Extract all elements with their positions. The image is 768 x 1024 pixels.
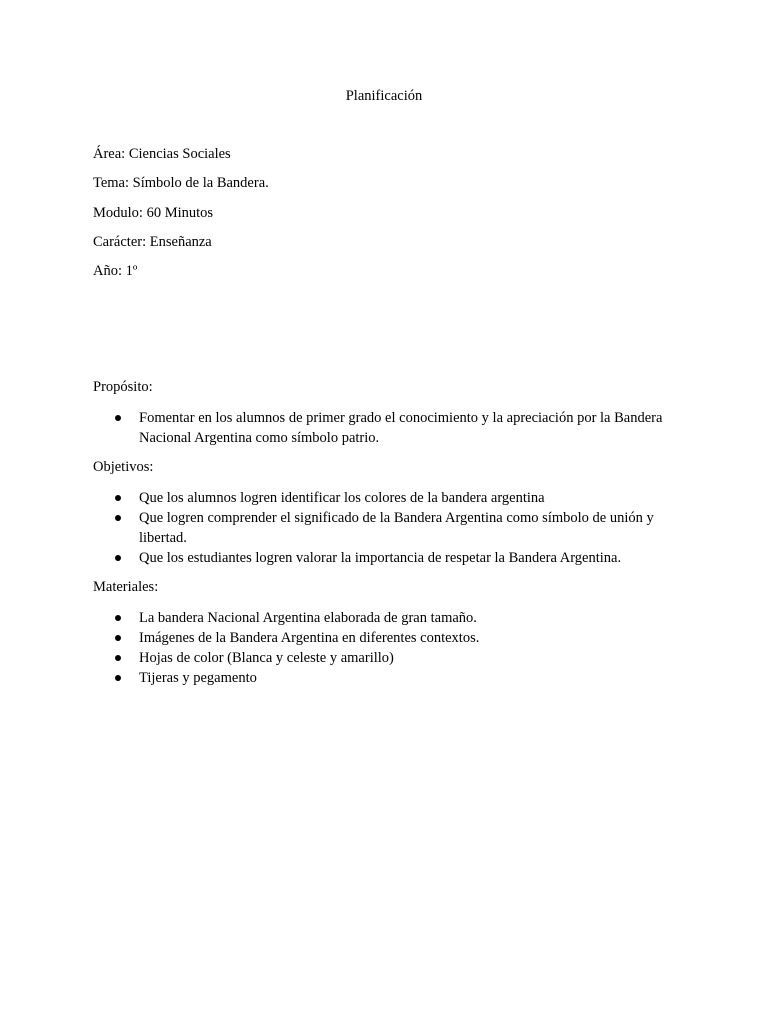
list-item-text: Tijeras y pegamento (139, 670, 257, 686)
list-item (93, 628, 693, 648)
list-item (93, 668, 693, 688)
bullet-icon (115, 555, 121, 561)
section-objetivos (93, 458, 693, 568)
bullet-icon (115, 495, 121, 501)
list-item-text: Que los estudiantes logren valorar la importancia de respetar la Bandera Argentina. (139, 550, 622, 566)
list-item-text: Hojas de color (Blanca y celeste y amarillo) (139, 650, 394, 666)
bullet-icon (115, 635, 121, 641)
meta-anio: Año: 1º (93, 263, 138, 280)
list-item-text: Imágenes de la Bandera Argentina en diferentes contextos. (139, 630, 480, 646)
meta-caracter: Carácter: Enseñanza (93, 233, 212, 250)
meta-area: Área: Ciencias Sociales (93, 146, 231, 162)
objetivos-list (93, 488, 693, 568)
section-proposito (93, 378, 693, 448)
list-item (93, 488, 693, 508)
list-item (93, 608, 693, 628)
bullet-icon (115, 655, 121, 661)
section-materiales (93, 578, 693, 688)
section-heading-materiales: Materiales: (93, 579, 159, 595)
bullet-icon (115, 515, 121, 521)
list-item-text: Que logren comprender el significado de la Bandera Argentina como símbolo de unión y libertad. (139, 510, 654, 546)
meta-modulo: Modulo: 60 Minutos (93, 204, 214, 221)
list-item (93, 548, 693, 568)
list-item-text: Que los alumnos logren identificar los colores de la bandera argentina (139, 490, 545, 506)
proposito-list (93, 408, 693, 448)
section-heading-objetivos: Objetivos: (93, 459, 154, 475)
section-heading-proposito: Propósito: (93, 379, 153, 395)
materiales-list (93, 608, 693, 688)
bullet-icon (115, 615, 121, 621)
list-item-text: Fomentar en los alumnos de primer grado el conocimiento y la apreciación por la Bandera Nacional Argentina como símbolo patrio. (139, 410, 663, 446)
bullet-icon (115, 415, 121, 421)
list-item (93, 648, 693, 668)
page-title: Planificación (345, 88, 423, 104)
meta-info-list (93, 145, 269, 291)
list-item-text: La bandera Nacional Argentina elaborada de gran tamaño. (139, 610, 477, 626)
meta-tema: Tema: Símbolo de la Bandera. (93, 175, 269, 192)
list-item (93, 508, 693, 548)
list-item (93, 408, 693, 448)
bullet-icon (115, 675, 121, 681)
